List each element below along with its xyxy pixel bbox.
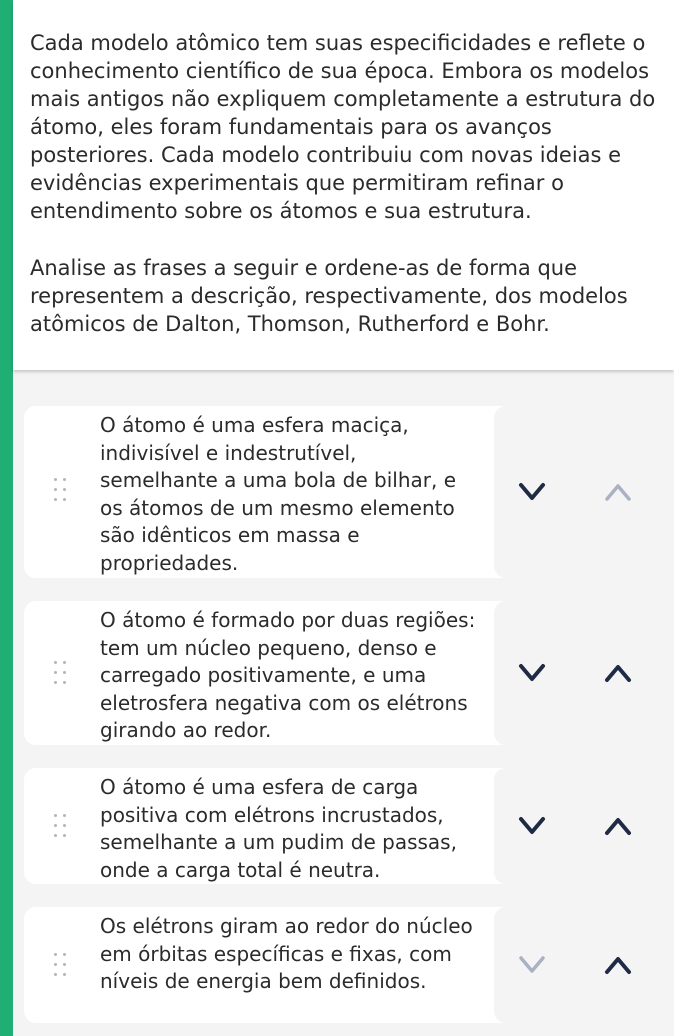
move-up-button[interactable] xyxy=(596,943,640,987)
move-up-button[interactable] xyxy=(596,470,640,514)
drag-handle-icon[interactable] xyxy=(54,661,68,685)
item-text: O átomo é uma esfera de carga positiva com elétrons incrustados, semelhante a um pudim de passas, onde a carga total é neutra. xyxy=(100,775,457,882)
chevron-down-icon xyxy=(518,816,546,836)
order-item[interactable] xyxy=(24,768,662,884)
order-item[interactable] xyxy=(24,406,662,578)
move-down-button[interactable] xyxy=(510,651,554,695)
chevron-up-icon xyxy=(604,482,632,502)
move-up-button[interactable] xyxy=(596,804,640,848)
chevron-down-icon xyxy=(518,663,546,683)
order-controls xyxy=(494,601,662,745)
item-text: Os elétrons giram ao redor do núcleo em órbitas específicas e fixas, com níveis de energia bem definidos. xyxy=(100,914,473,993)
drag-handle-icon[interactable] xyxy=(54,953,68,977)
chevron-down-icon xyxy=(518,482,546,502)
order-item[interactable] xyxy=(24,601,662,745)
drag-handle-icon[interactable] xyxy=(54,478,68,502)
drag-handle-icon[interactable] xyxy=(54,814,68,838)
move-down-button[interactable] xyxy=(510,470,554,514)
question-card xyxy=(13,0,674,370)
order-controls xyxy=(494,406,662,578)
order-item[interactable] xyxy=(24,907,662,1023)
question-paragraph-1: Cada modelo atômico tem suas especificidades e reflete o conhecimento científico de sua época. Embora os modelos mais antigos não expliquem completamente a estrutura do átomo, eles foram fundamentais para os avanços posteriores. Cada modelo contribuiu com novas ideias e evidências experimentais que permitiram refinar o entendimento sobre os átomos e sua estrutura. xyxy=(30,31,656,223)
item-text: O átomo é formado por duas regiões: tem um núcleo pequeno, denso e carregado positivamente, e uma eletrosfera negativa com os elétrons girando ao redor. xyxy=(100,608,476,742)
chevron-up-icon xyxy=(604,816,632,836)
move-down-button[interactable] xyxy=(510,804,554,848)
order-controls xyxy=(494,768,662,884)
move-up-button[interactable] xyxy=(596,651,640,695)
item-text: O átomo é uma esfera maciça, indivisível e indestrutível, semelhante a uma bola de bilhar, e os átomos de um mesmo elemento são idênticos em massa e propriedades. xyxy=(100,413,457,575)
order-controls xyxy=(494,907,662,1023)
move-down-button[interactable] xyxy=(510,943,554,987)
chevron-up-icon xyxy=(604,955,632,975)
chevron-down-icon xyxy=(518,955,546,975)
question-paragraph-2: Analise as frases a seguir e ordene-as de forma que representem a descrição, respectivamente, dos modelos atômicos de Dalton, Thomson, Rutherford e Bohr. xyxy=(30,256,628,336)
chevron-up-icon xyxy=(604,663,632,683)
